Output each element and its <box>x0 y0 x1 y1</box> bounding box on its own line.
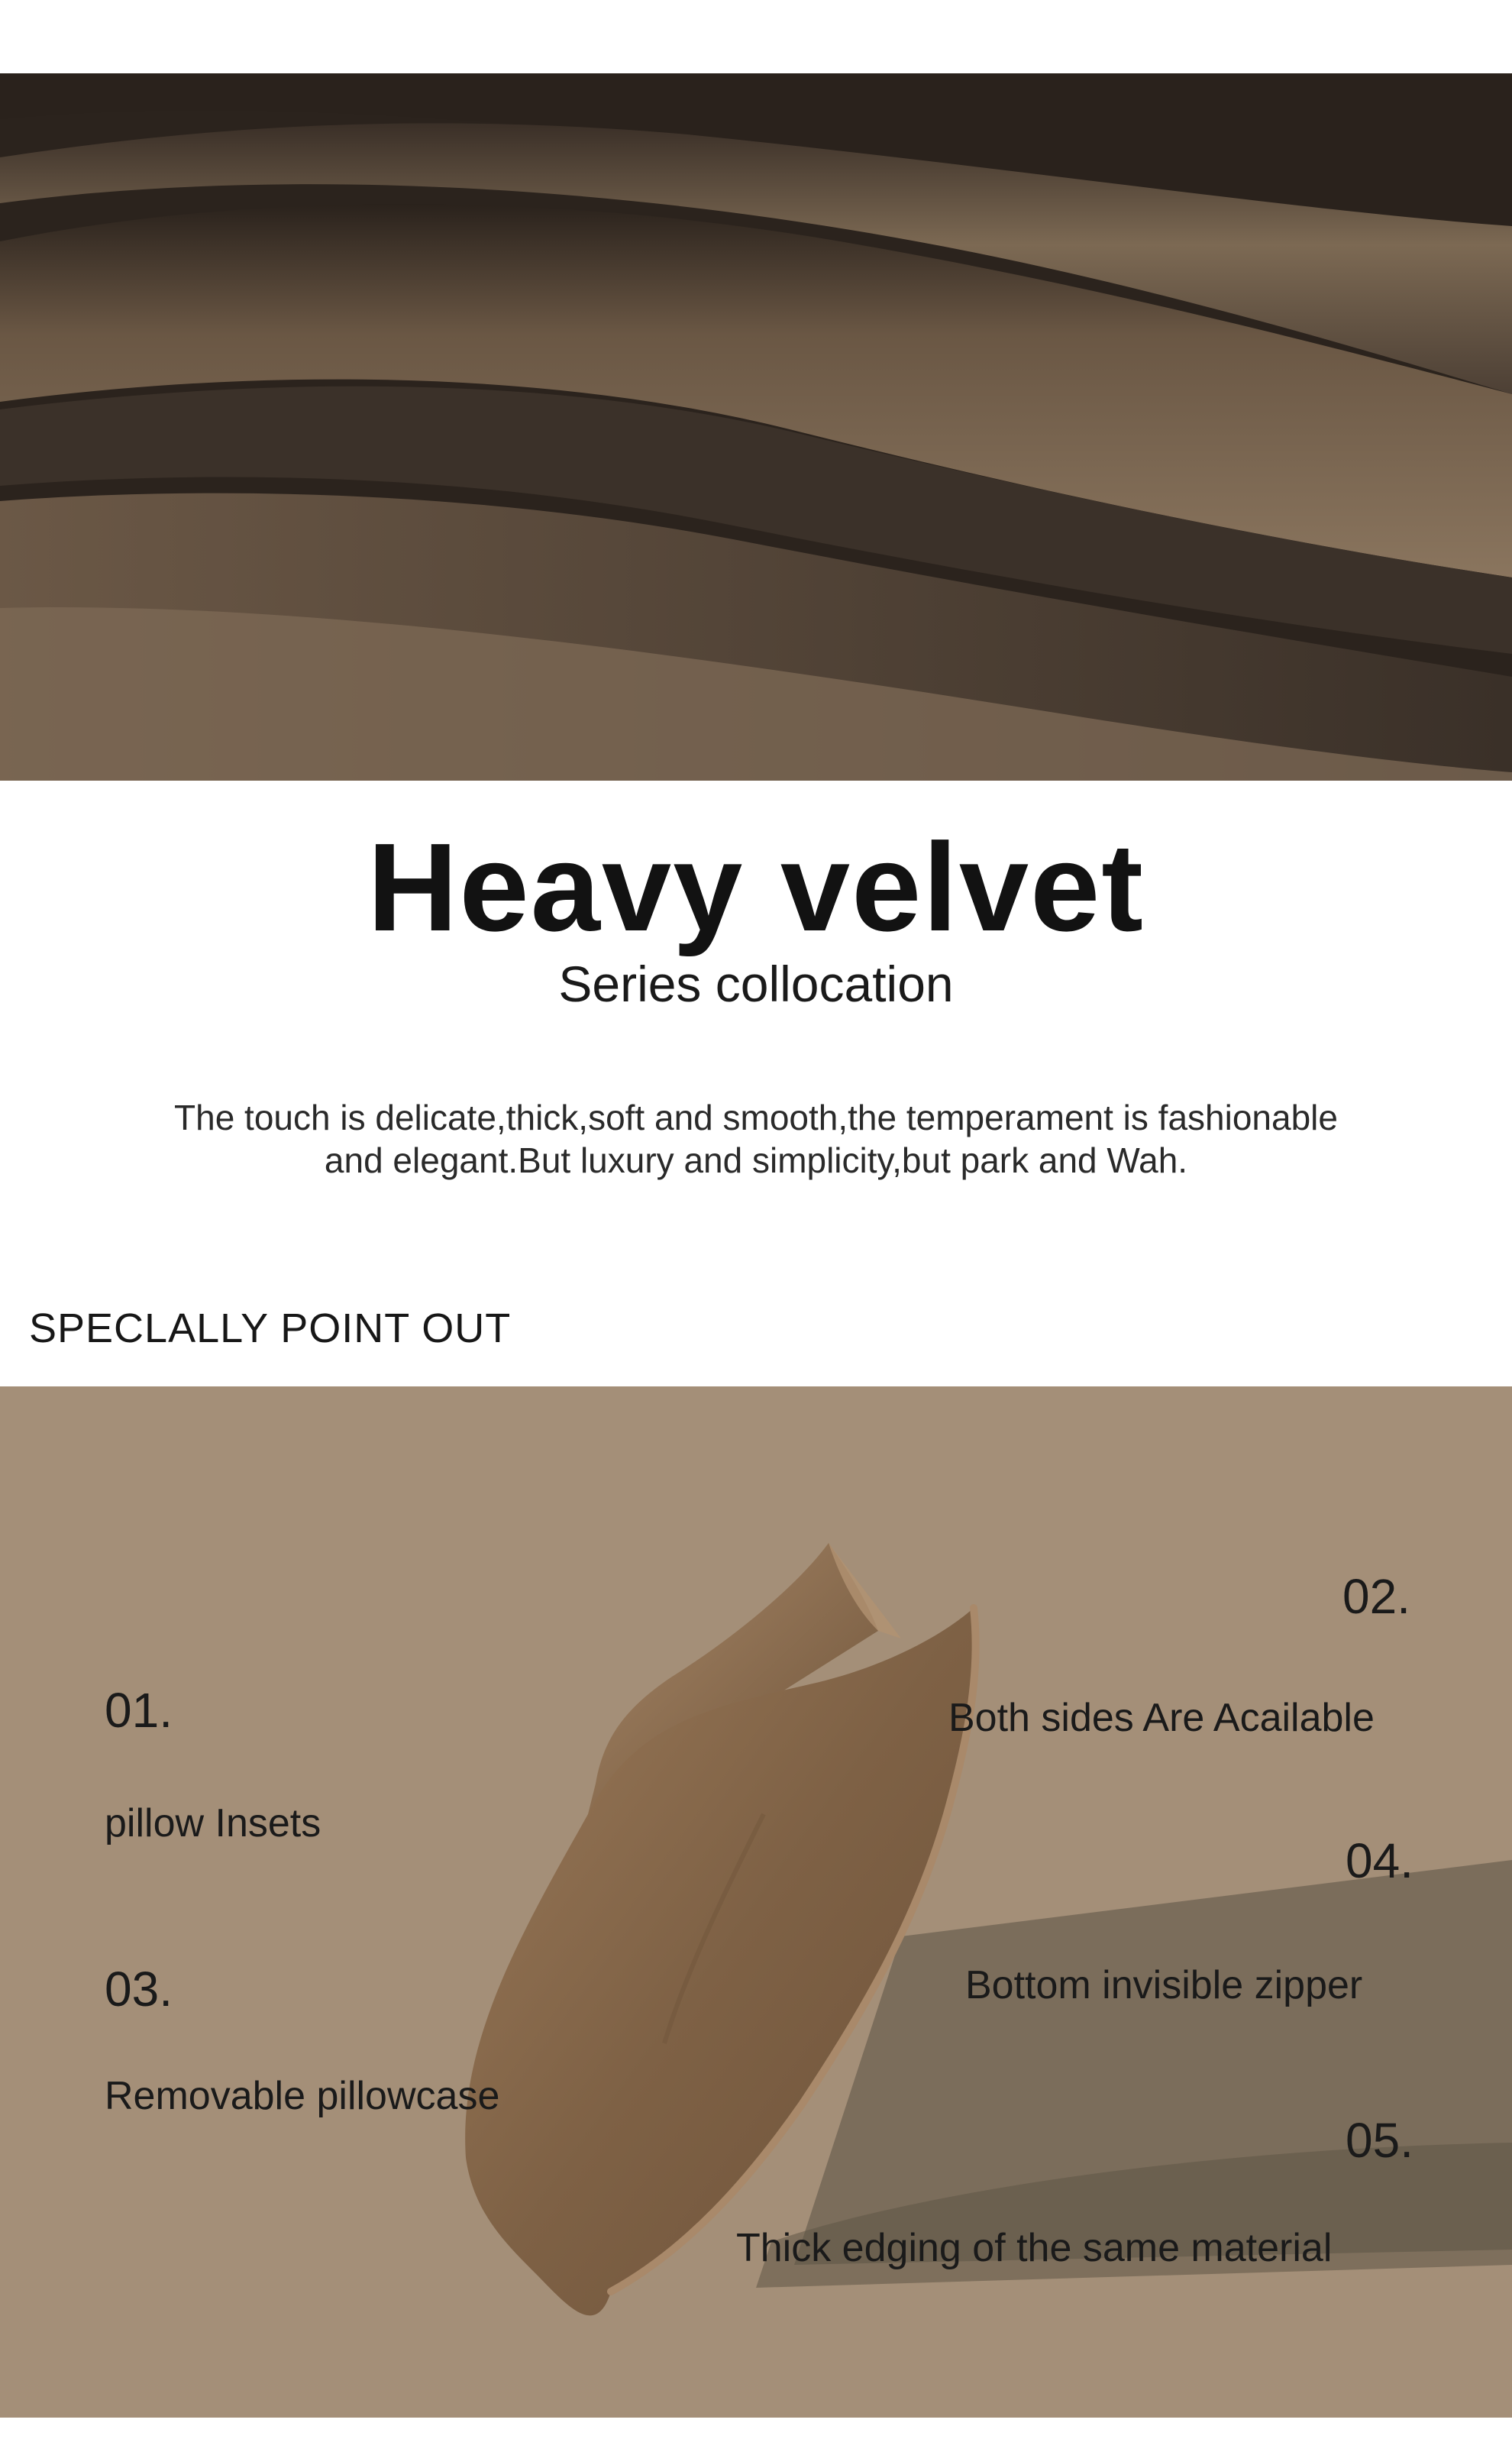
product-description <box>69 1096 1443 1182</box>
feature-number-02: 02. <box>1342 1569 1410 1624</box>
feature-number-03: 03. <box>105 1962 173 2017</box>
hero-velvet-image <box>0 73 1512 781</box>
page-subtitle: Series collocation <box>558 956 954 1012</box>
feature-number-05: 05. <box>1346 2113 1413 2168</box>
feature-number-04: 04. <box>1346 1833 1413 1888</box>
feature-text-04: Bottom invisible zipper <box>965 1963 1363 2007</box>
description-line-2: and elegant.But luxury and simplicity,but park and Wah. <box>324 1140 1188 1180</box>
feature-text-01: pillow Insets <box>105 1801 321 1845</box>
feature-number-01: 01. <box>105 1683 173 1738</box>
section-heading: SPECLALLY POINT OUT <box>29 1305 512 1351</box>
feature-text-05: Thick edging of the same material <box>736 2226 1333 2270</box>
description-line-1: The touch is delicate,thick,soft and smooth,the temperament is fashionable <box>174 1098 1338 1137</box>
feature-panel <box>0 1386 1512 2418</box>
feature-text-02: Both sides Are Acailable <box>948 1696 1375 1740</box>
velvet-fabric-illustration <box>0 73 1512 781</box>
feature-text-03: Removable pillowcase <box>105 2074 500 2118</box>
page-title: Heavy velvet <box>367 817 1145 957</box>
